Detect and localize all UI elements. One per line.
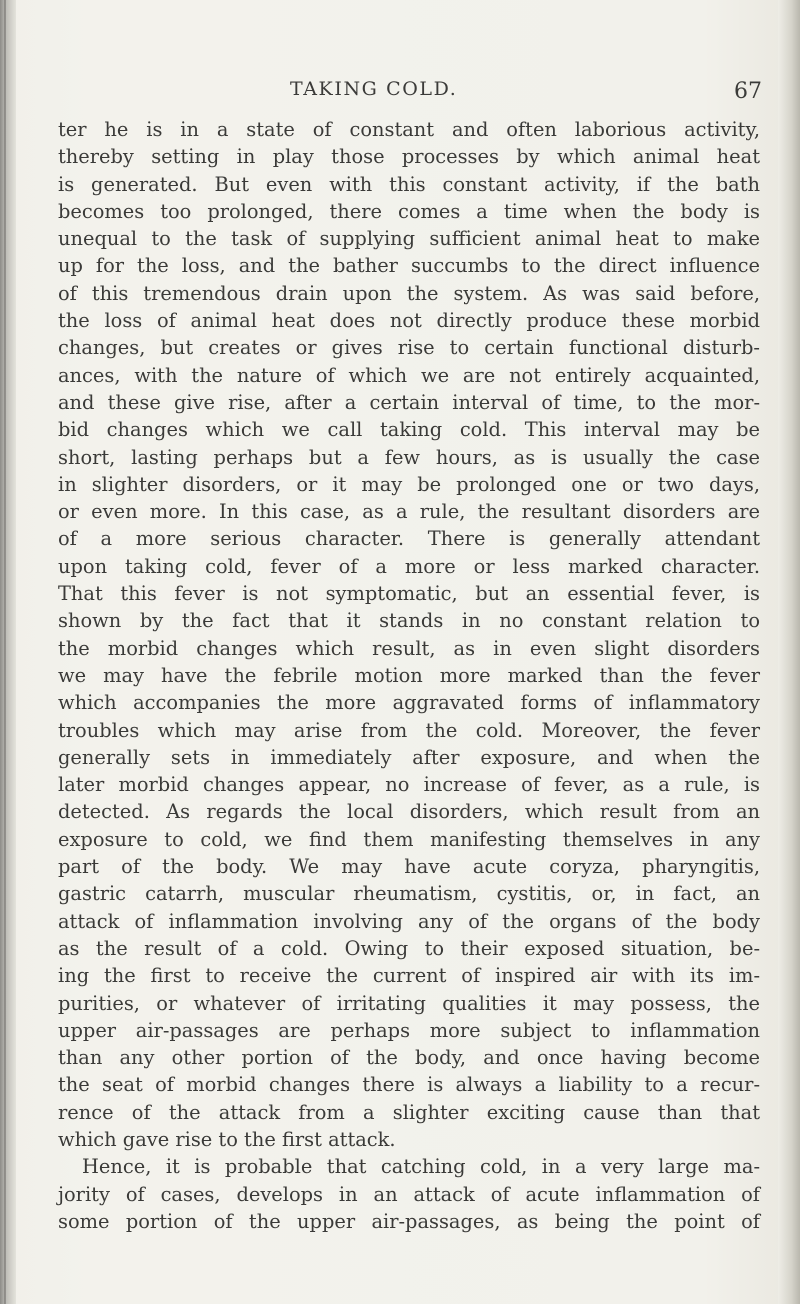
paragraph-end-line: which gave rise to the first attack. (58, 1127, 396, 1151)
binding-edge-line (4, 0, 6, 1304)
text-line: detected. As regards the local disorders, which result from an (58, 800, 760, 824)
text-line: ter he is in a state of constant and often laborious activity, (58, 118, 760, 141)
text-line: or even more. In this case, as a rule, the resultant disorders are (58, 500, 760, 524)
text-line: some portion of the upper air-passages, as being the point of (58, 1209, 760, 1233)
text-line: attack of inflammation involving any of the organs of the body (58, 909, 760, 933)
text-line: later morbid changes appear, no increase of fever, as a rule, is (58, 773, 760, 797)
text-line: is generated. But even with this constant activity, if the bath (58, 172, 760, 196)
text-line: part of the body. We may have acute coryza, pharyngitis, (58, 855, 760, 879)
page-number: 67 (734, 79, 762, 104)
text-line: thereby setting in play those processes by which animal heat (58, 145, 760, 169)
paragraph-start-line: Hence, it is probable that catching cold, in a very large ma- (82, 1155, 760, 1179)
text-line: bid changes which we call taking cold. This interval may be (58, 418, 760, 442)
page-edge-shadow-right (778, 0, 800, 1304)
text-line: shown by the fact that it stands in no constant relation to (58, 609, 760, 633)
text-line: troubles which may arise from the cold. Moreover, the fever (58, 718, 760, 742)
text-line: which accompanies the more aggravated forms of inflammatory (58, 691, 760, 715)
text-line: the loss of animal heat does not directly produce these morbid (58, 309, 760, 333)
text-line: in slighter disorders, or it may be prolonged one or two days, (58, 472, 760, 496)
text-line: changes, but creates or gives rise to certain functional disturb- (58, 336, 760, 360)
text-line: purities, or whatever of irritating qualities it may possess, the (58, 991, 760, 1015)
text-line: generally sets in immediately after exposure, and when the (58, 745, 760, 769)
text-line: upon taking cold, fever of a more or less marked character. (58, 554, 760, 578)
text-line: the morbid changes which result, as in even slight disorders (58, 636, 760, 660)
text-line: becomes too prolonged, there comes a time when the body is (58, 199, 760, 223)
text-line: and these give rise, after a certain interval of time, to the mor- (58, 390, 760, 414)
binding-shadow-left (0, 0, 16, 1304)
text-line: unequal to the task of supplying sufficient animal heat to make (58, 227, 760, 251)
text-line: up for the loss, and the bather succumbs to the direct influence (58, 254, 760, 278)
text-line: the seat of morbid changes there is always a liability to a recur- (58, 1073, 760, 1097)
text-line: jority of cases, develops in an attack of acute inflammation of (58, 1182, 760, 1206)
text-line: That this fever is not symptomatic, but an essential fever, is (58, 582, 760, 606)
text-line: ances, with the nature of which we are not entirely acquainted, (58, 363, 760, 387)
running-head (90, 78, 790, 108)
text-line: we may have the febrile motion more marked than the fever (58, 663, 760, 687)
body-text (58, 116, 760, 1235)
text-line: upper air-passages are perhaps more subject to inflammation (58, 1018, 760, 1042)
running-title: TAKING COLD. (290, 78, 458, 100)
text-line: ing the first to receive the current of inspired air with its im- (58, 964, 760, 988)
text-line: gastric catarrh, muscular rheumatism, cystitis, or, in fact, an (58, 882, 760, 906)
text-line: as the result of a cold. Owing to their exposed situation, be- (58, 936, 760, 960)
text-line: short, lasting perhaps but a few hours, as is usually the case (58, 445, 760, 469)
text-line: exposure to cold, we find them manifesting themselves in any (58, 827, 760, 851)
text-line: of this tremendous drain upon the system. As was said before, (58, 281, 760, 305)
text-line: rence of the attack from a slighter exciting cause than that (58, 1100, 760, 1124)
text-line: of a more serious character. There is generally attendant (58, 527, 760, 551)
text-line: than any other portion of the body, and once having become (58, 1046, 760, 1070)
